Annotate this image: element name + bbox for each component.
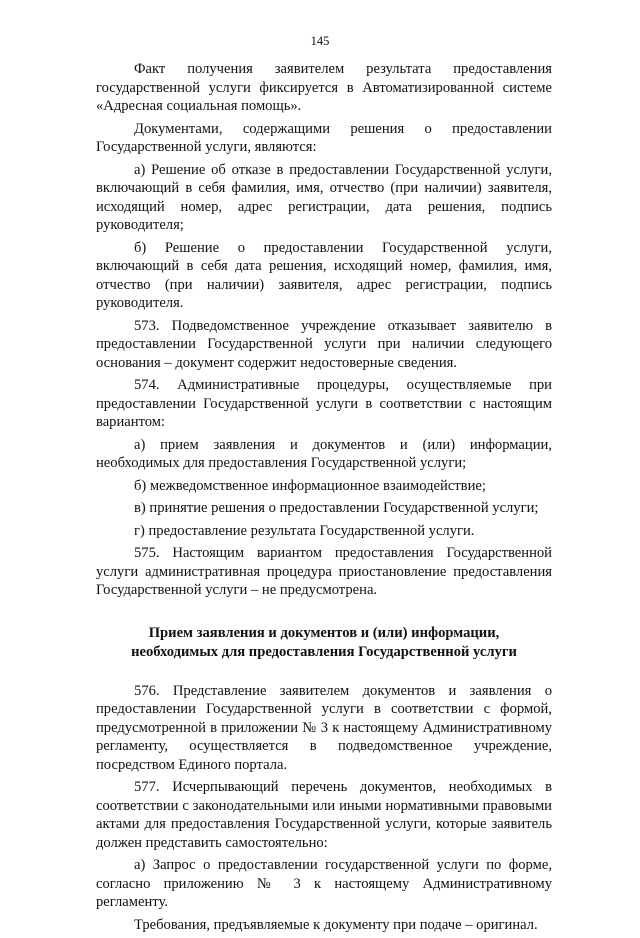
list-item-procedure-d: г) предоставление результата Государственной услуги. xyxy=(134,522,475,539)
list-item-procedure-c: в) принятие решения о предоставлении Государственной услуги; xyxy=(134,500,539,516)
paragraph-573: 573. Подведомственное учреждение отказывает заявителю в предоставлении Государственной услуги при наличии следующего основания – документ содержит недостоверные сведения. xyxy=(96,317,552,371)
paragraph-575: 575. Настоящим вариантом предоставления Государственной услуги административная процедура приостановление предоставления Государственной услуги – не предусмотрена. xyxy=(96,545,552,598)
section-heading-line-2: необходимых для предоставления Государственной услуги xyxy=(131,643,517,660)
list-item-procedure-a: а) прием заявления и документов и (или) информации, необходимых для предоставления Государственной услуги; xyxy=(96,436,552,471)
page-number: 145 xyxy=(310,34,330,48)
section-heading xyxy=(96,624,552,662)
list-item-grant-decision: б) Решение о предоставлении Государственной услуги, включающий в себя дата решения, исходящий номер, фамилия, имя, отчество (при наличии) заявителя, адрес регистрации, подпись руководителя. xyxy=(96,239,552,311)
paragraph-576: 576. Представление заявителем документов и заявления о предоставлении Государственной услуги в соответствии с формой, предусмотренной в приложении № 3 к настоящему Административному регламенту, осуществляется в подведомственное учреждение, посредством Единого портала. xyxy=(96,682,552,773)
paragraph-document-requirements: Требования, предъявляемые к документу при подаче – оригинал. xyxy=(134,916,538,933)
paragraph-decision-documents: Документами, содержащими решения о предоставлении Государственной услуги, являются: xyxy=(96,120,552,155)
list-item-procedure-b: б) межведомственное информационное взаимодействие; xyxy=(134,477,486,494)
paragraphs-after xyxy=(96,682,552,935)
paragraph-result-fixation: Факт получения заявителем результата предоставления государственной услуги фиксируется в Автоматизированной системе «Адресная социальная помощь». xyxy=(96,61,552,114)
document-body xyxy=(96,60,552,938)
paragraph-574: 574. Административные процедуры, осуществляемые при предоставлении Государственной услуги в соответствии с настоящим вариантом: xyxy=(96,377,552,430)
list-item-request-form: а) Запрос о предоставлении государственной услуги по форме, согласно приложению № 3 к настоящему Административному регламенту. xyxy=(96,857,552,910)
list-item-refusal-decision: а) Решение об отказе в предоставлении Государственной услуги, включающий в себя фамилия, имя, отчество (при наличии) заявителя, исходящий номер, адрес регистрации, дата решения, подпись руководителя; xyxy=(96,161,552,233)
paragraph-577: 577. Исчерпывающий перечень документов, необходимых в соответствии с законодательными или иными нормативными правовыми актами для предоставления Государственной услуги, которые заявитель должен представить самостоятельно: xyxy=(96,779,552,851)
paragraphs-before xyxy=(96,60,552,600)
section-heading-line-1: Прием заявления и документов и (или) информации, xyxy=(148,624,500,641)
